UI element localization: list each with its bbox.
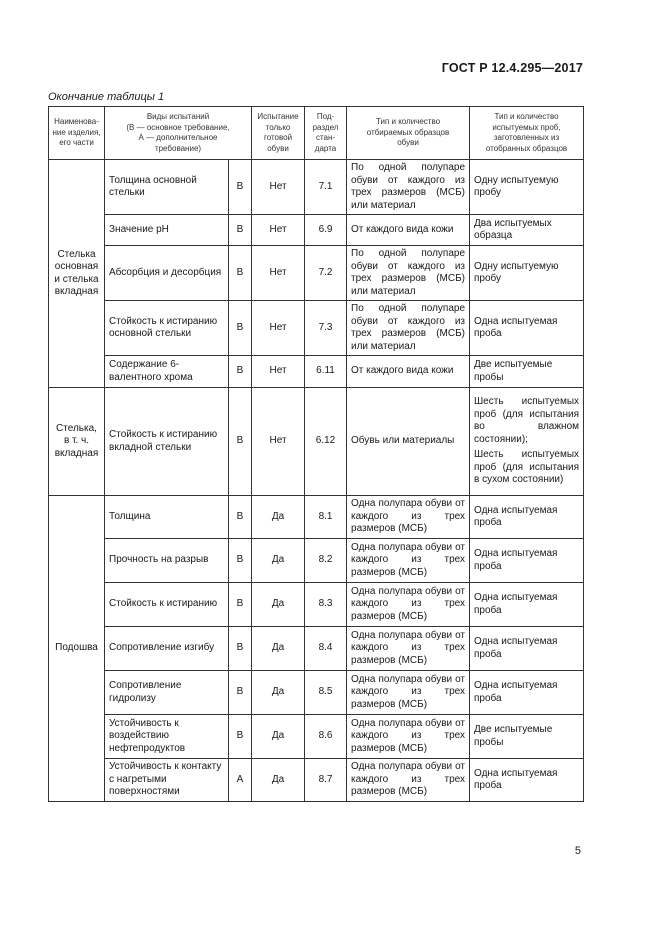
- test-name-cell: Стойкость к истиранию вкладной стельки: [105, 388, 229, 496]
- table-caption: Окончание таблицы 1: [48, 91, 165, 103]
- clause-cell: 7.1: [305, 160, 347, 215]
- part-label: Подошва: [55, 642, 98, 654]
- test-pieces-cell: Два испытуемых образца: [470, 215, 584, 246]
- clause-cell: 7.2: [305, 246, 347, 301]
- test-name-cell: Устойчивость к воздействию нефтепродуктов: [105, 715, 229, 759]
- shoe-only-cell: Нет: [252, 215, 305, 246]
- part-label: Стелька основная и стелька вкладная: [54, 248, 99, 297]
- requirement-cell: В: [229, 496, 252, 539]
- shoe-only-cell: Да: [252, 627, 305, 671]
- test-pieces-cell: Одна испытуемая проба: [470, 759, 584, 802]
- table-row: [49, 539, 584, 583]
- shoe-only-cell: Да: [252, 715, 305, 759]
- test-pieces-wet: Шесть испытуемых проб (для испытания во влажном состоянии);: [474, 396, 580, 445]
- table-row: [49, 627, 584, 671]
- clause-cell: 8.7: [305, 759, 347, 802]
- shoe-only-cell: Нет: [252, 301, 305, 356]
- test-pieces-cell: Одна испытуемая проба: [470, 583, 584, 627]
- requirement-cell: В: [229, 388, 252, 496]
- test-pieces-cell: Одна испытуемая проба: [470, 496, 584, 539]
- test-pieces-cell: Две испытуемые пробы: [470, 356, 584, 388]
- requirement-cell: А: [229, 759, 252, 802]
- test-requirements-table: [48, 106, 584, 802]
- shoe-only-cell: Нет: [252, 388, 305, 496]
- table-row: [49, 583, 584, 627]
- requirement-cell: В: [229, 160, 252, 215]
- clause-cell: 8.5: [305, 671, 347, 715]
- samples-cell: Одна полупара обуви от каждого из трех размеров (МСБ): [347, 671, 470, 715]
- test-pieces-cell: Одну испытуемую пробу: [470, 246, 584, 301]
- samples-cell: От каждого вида кожи: [347, 215, 470, 246]
- clause-cell: 6.11: [305, 356, 347, 388]
- clause-cell: 6.12: [305, 388, 347, 496]
- test-name-cell: Толщина: [105, 496, 229, 539]
- table-row: [49, 301, 584, 356]
- samples-cell: Одна полупара обуви от каждого из трех размеров (МСБ): [347, 627, 470, 671]
- test-pieces-cell: Одна испытуемая проба: [470, 301, 584, 356]
- clause-cell: 8.4: [305, 627, 347, 671]
- test-pieces-cell: Одна испытуемая проба: [470, 671, 584, 715]
- clause-cell: 7.3: [305, 301, 347, 356]
- header-clause: [305, 107, 347, 160]
- samples-cell: По одной полупаре обуви от каждого из трех размеров (МСБ) или материал: [347, 160, 470, 215]
- table-row: [49, 246, 584, 301]
- test-pieces-cell: Две испытуемые пробы: [470, 715, 584, 759]
- samples-cell: Одна полупара обуви от каждого из трех размеров (МСБ): [347, 539, 470, 583]
- header-samples: [347, 107, 470, 160]
- table-header-row: [49, 107, 584, 160]
- requirement-cell: В: [229, 715, 252, 759]
- shoe-only-cell: Да: [252, 583, 305, 627]
- shoe-only-cell: Нет: [252, 356, 305, 388]
- header-test-types: [105, 107, 252, 160]
- header-shoe-only: [252, 107, 305, 160]
- test-pieces-cell: Одна испытуемая проба: [470, 539, 584, 583]
- samples-cell: Одна полупара обуви от каждого из трех размеров (МСБ): [347, 496, 470, 539]
- shoe-only-cell: Да: [252, 759, 305, 802]
- test-name-cell: Сопротивление изгибу: [105, 627, 229, 671]
- requirement-cell: В: [229, 627, 252, 671]
- table-row: [49, 388, 584, 496]
- table-row: [49, 715, 584, 759]
- requirement-cell: В: [229, 356, 252, 388]
- test-name-cell: Значение рН: [105, 215, 229, 246]
- shoe-only-cell: Да: [252, 671, 305, 715]
- test-pieces-cell: Одна испытуемая проба: [470, 627, 584, 671]
- table-row: [49, 671, 584, 715]
- part-cell: [49, 496, 105, 802]
- test-name-cell: Стойкость к истиранию: [105, 583, 229, 627]
- requirement-cell: В: [229, 671, 252, 715]
- header-samples-text: Тип и количество отбираемых образцов обуви: [366, 117, 450, 148]
- document-code: ГОСТ Р 12.4.295—2017: [441, 61, 583, 75]
- samples-cell: От каждого вида кожи: [347, 356, 470, 388]
- clause-cell: 6.9: [305, 215, 347, 246]
- samples-cell: Одна полупара обуви от каждого из трех размеров (МСБ): [347, 715, 470, 759]
- header-clause-text: Под- раздел стан- дарта: [312, 112, 339, 153]
- shoe-only-cell: Нет: [252, 246, 305, 301]
- part-cell: [49, 160, 105, 388]
- test-name-cell: Абсорбция и десорбция: [105, 246, 229, 301]
- table-row: [49, 215, 584, 246]
- samples-cell: По одной полупаре обуви от каждого из трех размеров (МСБ) или материал: [347, 246, 470, 301]
- clause-cell: 8.2: [305, 539, 347, 583]
- samples-cell: Одна полупара обуви от каждого из трех размеров (МСБ): [347, 583, 470, 627]
- clause-cell: 8.6: [305, 715, 347, 759]
- clause-cell: 8.1: [305, 496, 347, 539]
- header-shoe-only-text: Испытание только готовой обуви: [257, 112, 299, 153]
- header-test-pieces: [470, 107, 584, 160]
- table-row: [49, 160, 584, 215]
- samples-cell: Одна полупара обуви от каждого из трех размеров (МСБ): [347, 759, 470, 802]
- requirement-cell: В: [229, 246, 252, 301]
- test-pieces-dry: Шесть испытуемых проб (для испытания в сухом состоянии): [474, 449, 580, 486]
- header-test-pieces-text: Тип и количество испытуемых проб, заготовленных из отобранных образцов: [485, 112, 568, 153]
- table-row: [49, 759, 584, 802]
- header-item-text: Наименова- ние изделия, его части: [52, 117, 101, 148]
- shoe-only-cell: Да: [252, 539, 305, 583]
- table-row: [49, 356, 584, 388]
- test-name-cell: Толщина основной стельки: [105, 160, 229, 215]
- test-pieces-cell: Одну испытуемую пробу: [470, 160, 584, 215]
- requirement-cell: В: [229, 539, 252, 583]
- test-pieces-cell: [470, 388, 584, 496]
- header-item: [49, 107, 105, 160]
- samples-cell: По одной полупаре обуви от каждого из трех размеров (МСБ) или материал: [347, 301, 470, 356]
- requirement-cell: В: [229, 215, 252, 246]
- part-label: Стелька, в т. ч. вкладная: [54, 422, 99, 459]
- page-number: 5: [574, 845, 581, 857]
- test-name-cell: Содержание 6-валентного хрома: [105, 356, 229, 388]
- samples-cell: Обувь или материалы: [347, 388, 470, 496]
- header-test-types-text: Виды испытаний (В — основное требование, А — дополнительное требование): [126, 112, 230, 153]
- test-name-cell: Прочность на разрыв: [105, 539, 229, 583]
- requirement-cell: В: [229, 583, 252, 627]
- table-row: [49, 496, 584, 539]
- clause-cell: 8.3: [305, 583, 347, 627]
- requirement-cell: В: [229, 301, 252, 356]
- part-cell: [49, 388, 105, 496]
- test-name-cell: Стойкость к истиранию основной стельки: [105, 301, 229, 356]
- shoe-only-cell: Нет: [252, 160, 305, 215]
- test-name-cell: Сопротивление гидролизу: [105, 671, 229, 715]
- test-name-cell: Устойчивость к контакту с нагретыми поверхностями: [105, 759, 229, 802]
- shoe-only-cell: Да: [252, 496, 305, 539]
